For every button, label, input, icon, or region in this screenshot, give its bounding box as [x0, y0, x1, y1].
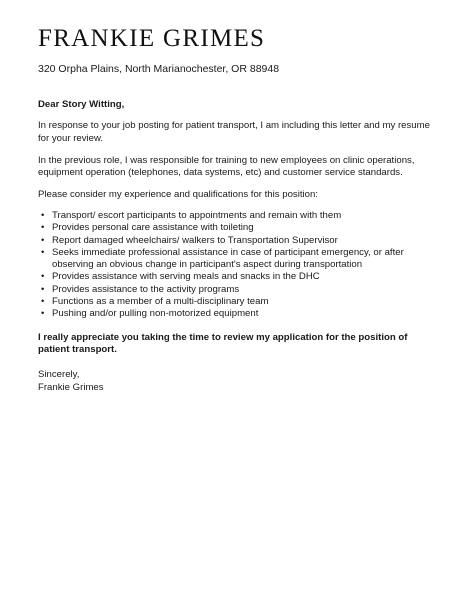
qualifications-lead: Please consider my experience and qualifications for this position:: [38, 189, 318, 201]
list-item: [38, 222, 436, 234]
experience-paragraph: In the previous role, I was responsible for training to new employees on clinic operations, equipment operation (telephones, data systems, etc) and customer service standards.: [38, 154, 415, 179]
signoff: Sincerely,: [38, 369, 80, 381]
duty-text: Seeks immediate professional assistance in case of participant emergency, or after observing an obvious change in participant's aspect during transportation: [52, 246, 404, 271]
bullet-icon: •: [41, 209, 45, 221]
list-item: [38, 296, 436, 308]
bullet-icon: •: [41, 308, 45, 320]
list-item: [38, 284, 436, 296]
list-item: [38, 308, 436, 320]
duties-list: [38, 210, 436, 321]
duty-text: Report damaged wheelchairs/ walkers to Transportation Supervisor: [52, 234, 338, 246]
bullet-icon: •: [41, 222, 45, 234]
applicant-address: 320 Orpha Plains, North Marianochester, OR 88948: [38, 63, 280, 75]
signoff-block: [38, 369, 436, 394]
bullet-icon: •: [41, 296, 45, 308]
bullet-icon: •: [41, 234, 45, 246]
list-item: [38, 210, 436, 222]
list-item: [38, 271, 436, 283]
duty-text: Transport/ escort participants to appointments and remain with them: [52, 209, 342, 221]
salutation: Dear Story Witting,: [38, 99, 125, 110]
duty-text: Functions as a member of a multi-disciplinary team: [52, 296, 269, 308]
duty-text: Provides assistance with serving meals and snacks in the DHC: [52, 271, 320, 283]
bullet-icon: •: [41, 283, 45, 295]
intro-paragraph: In response to your job posting for patient transport, I am including this letter and my resume for your review.: [38, 120, 430, 144]
duty-text: Pushing and/or pulling non-motorized equipment: [52, 308, 259, 320]
duty-text: Provides personal care assistance with toileting: [52, 222, 254, 234]
bullet-icon: •: [41, 271, 45, 283]
bullet-icon: •: [41, 246, 45, 258]
applicant-name: FRANKIE GRIMES: [38, 25, 266, 52]
duty-text: Provides assistance to the activity programs: [52, 283, 240, 295]
signature-name: Frankie Grimes: [38, 381, 104, 393]
list-item: [38, 235, 436, 247]
list-item: [38, 247, 436, 272]
closing-paragraph: I really appreciate you taking the time to review my application for the position of patient transport.: [38, 331, 408, 356]
